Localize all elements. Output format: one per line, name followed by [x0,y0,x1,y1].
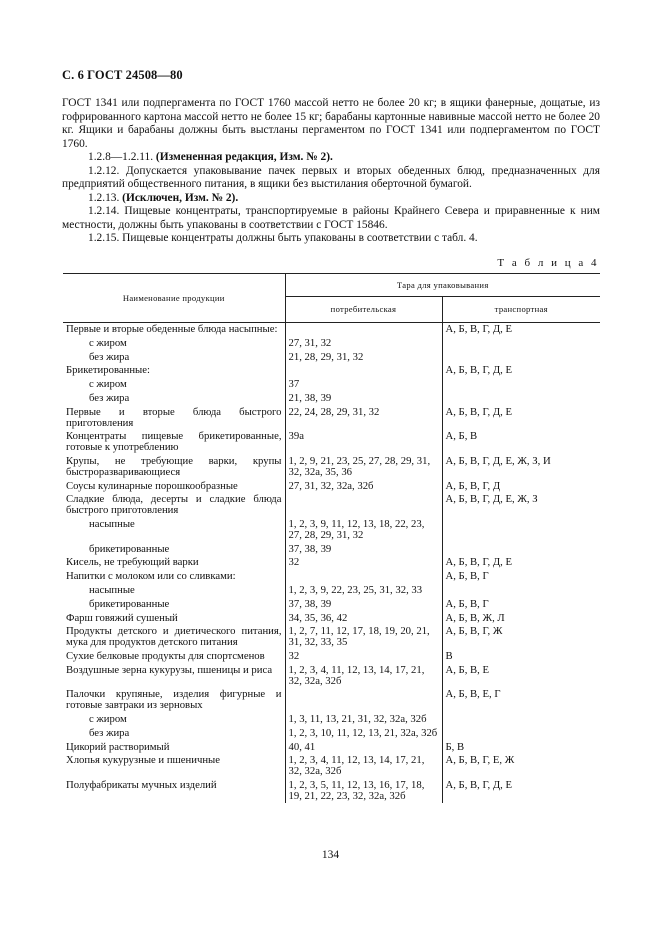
product-name-cell: брикетированные [63,543,285,557]
amendment-note: (Измененная редакция, Изм. № 2). [155,151,333,163]
table-row [63,779,600,804]
table-row [63,337,600,351]
product-name-cell: Продукты детского и диетического питания, мука для продуктов детского питания [63,625,285,650]
transport-pack-cell [442,351,600,365]
paragraph-1-2-12: 1.2.12. Допускается упаковывание пачек первых и вторых обеденных блюд, предназначенных для предприятий общественного питания, в ящики без выстилания оберточной бумагой. [62,164,600,190]
table-row [63,364,600,378]
transport-pack-cell [442,713,600,727]
consumer-pack-cell [285,364,442,378]
consumer-pack-cell: 27, 31, 32, 32а, 32б [285,480,442,494]
table-row [63,625,600,650]
consumer-pack-cell: 1, 2, 9, 21, 23, 25, 27, 28, 29, 31, 32, 32а, 35, 36 [285,455,442,480]
table-row [63,727,600,741]
transport-pack-cell: А, Б, В, Е [445,663,490,676]
consumer-pack-cell: 39а [285,430,442,455]
consumer-pack-cell: 40, 41 [285,741,442,755]
table-row [63,480,600,494]
product-name-cell: Сухие белковые продукты для спортсменов [63,650,285,664]
table-row [63,612,600,626]
table-row [63,378,600,392]
product-name-cell: с жиром [63,337,285,351]
transport-pack-cell: А, Б, В [445,430,478,443]
product-name-cell: Полуфабрикаты мучных изделий [63,779,285,804]
product-name-cell: Кисель, не требующий варки [63,556,285,570]
paragraph-1-2-13: 1.2.13. (Исключен, Изм. № 2). [88,191,239,204]
transport-pack-cell [442,727,600,741]
header-transport: транспортная [442,297,600,323]
product-name-cell: насыпные [63,584,285,598]
table-row [63,713,600,727]
consumer-pack-cell: 21, 38, 39 [285,392,442,406]
product-name-cell: Цикорий растворимый [63,741,285,755]
consumer-pack-cell: 1, 2, 3, 9, 22, 23, 25, 31, 32, 33 [285,584,442,598]
body-text [62,97,600,246]
table-row [63,406,600,431]
product-name-cell: Сладкие блюда, десерты и сладкие блюда быстрого приготовления [63,493,285,518]
transport-pack-cell [442,378,600,392]
consumer-pack-cell: 32 [285,650,442,664]
transport-pack-cell: Б, В [445,740,465,753]
consumer-pack-cell: 37 [285,378,442,392]
page-header: С. 6 ГОСТ 24508—80 [62,68,183,82]
transport-pack-cell: А, Б, В, Г [445,597,489,610]
product-name-cell: брикетированные [63,598,285,612]
consumer-pack-cell: 34, 35, 36, 42 [285,612,442,626]
table-row [63,584,600,598]
paragraph-1-2-14: 1.2.14. Пищевые концентраты, транспортируемые в районы Крайнего Севера и приравненные к ним местности, должны быть упакованы в соответствии с ГОСТ 15846. [62,205,600,231]
table-row [63,598,600,612]
excluded-note: (Исключен, Изм. № 2). [122,191,239,204]
transport-pack-cell: А, Б, В, Г, Ж [445,625,503,638]
table-label: Т а б л и ц а 4 [497,257,599,269]
table-row [63,455,600,480]
paragraph-continuation: ГОСТ 1341 или подпергамента по ГОСТ 1760 массой нетто не более 20 кг; в ящики фанерные, дощатые, из гофрированного картона массой нетто не более 15 кг; барабаны картонные навивные массой нетто не более 20 кг. Ящики и барабаны должны быть выстланы пергаментом по ГОСТ 1341 или подпергаментом по ГОСТ 1760. [62,97,600,150]
product-name-cell: Крупы, не требующие варки, крупы быстроразваривающиеся [63,455,285,480]
consumer-pack-cell: 1, 2, 3, 9, 11, 12, 13, 18, 22, 23, 27, 28, 29, 31, 32 [285,518,442,543]
consumer-pack-cell: 21, 28, 29, 31, 32 [285,351,442,365]
consumer-pack-cell: 1, 2, 3, 10, 11, 12, 13, 21, 32а, 32б [285,727,442,741]
consumer-pack-cell: 1, 2, 7, 11, 12, 17, 18, 19, 20, 21, 31, 32, 33, 35 [285,625,442,650]
table-row [63,570,600,584]
table-body [63,323,600,804]
product-name-cell: Фарш говяжий сушеный [63,612,285,626]
header-product-name: Наименование продукции [63,274,285,323]
consumer-pack-cell: 37, 38, 39 [285,598,442,612]
product-name-cell: насыпные [63,518,285,543]
consumer-pack-cell: 1, 3, 11, 13, 21, 31, 32, 32а, 32б [285,713,442,727]
transport-pack-cell: В [445,649,453,662]
transport-pack-cell: А, Б, В, Ж, Л [445,611,505,624]
product-name-cell: Хлопья кукурузные и пшеничные [63,754,285,779]
product-name-cell: Воздушные зерна кукурузы, пшеницы и риса [63,664,285,689]
transport-pack-cell: А, Б, В, Г, Д, Е, Ж, З [445,493,538,506]
consumer-pack-cell [285,493,442,518]
table-row [63,430,600,455]
consumer-pack-cell [285,570,442,584]
transport-pack-cell [442,518,600,543]
table-row [63,493,600,518]
table-row [63,754,600,779]
transport-pack-cell: А, Б, В, Г, Е, Ж [445,754,515,767]
transport-pack-cell: А, Б, В, Г [445,570,489,583]
consumer-pack-cell: 37, 38, 39 [285,543,442,557]
transport-pack-cell: А, Б, В, Е, Г [445,688,501,701]
consumer-pack-cell: 1, 2, 3, 4, 11, 12, 13, 14, 17, 21, 32, 32а, 32б [285,664,442,689]
transport-pack-cell: А, Б, В, Г, Д, Е [445,405,512,418]
product-name-cell: Концентраты пищевые брикетированные, готовые к употреблению [63,430,285,455]
product-name-cell: Первые и вторые блюда быстрого приготовления [63,406,285,431]
transport-pack-cell: А, Б, В, Г, Д, Е [445,778,512,791]
table-row [63,664,600,689]
consumer-pack-cell [285,323,442,337]
page-number: 134 [321,849,340,861]
consumer-pack-cell: 1, 2, 3, 4, 11, 12, 13, 14, 17, 21, 32, 32а, 32б [285,754,442,779]
table-row [63,392,600,406]
table-row [63,688,600,713]
consumer-pack-cell: 32 [285,556,442,570]
product-name-cell: Брикетированные: [63,364,285,378]
transport-pack-cell [442,337,600,351]
product-name-cell: Палочки крупяные, изделия фигурные и готовые завтраки из зерновых [63,688,285,713]
transport-pack-cell [442,543,600,557]
header-consumer: потребительская [285,297,442,323]
consumer-pack-cell [285,688,442,713]
table-row [63,518,600,543]
product-name-cell: Первые и вторые обеденные блюда насыпные: [63,323,285,337]
product-name-cell: с жиром [63,378,285,392]
transport-pack-cell: А, Б, В, Г, Д, Е [445,323,512,335]
table-4 [63,273,600,803]
transport-pack-cell: А, Б, В, Г, Д, Е, Ж, З, И [445,454,551,467]
consumer-pack-cell: 1, 2, 3, 5, 11, 12, 13, 16, 17, 18, 19, 21, 22, 23, 32, 32а, 32б [285,779,442,804]
table-row [63,556,600,570]
table-row [63,650,600,664]
product-name-cell: без жира [63,392,285,406]
table-row [63,351,600,365]
table-row [63,323,600,337]
header-packaging: Тара для упаковывания [285,274,600,297]
transport-pack-cell: А, Б, В, Г, Д, Е [445,364,512,377]
transport-pack-cell [442,392,600,406]
consumer-pack-cell: 22, 24, 28, 29, 31, 32 [285,406,442,431]
product-name-cell: Напитки с молоком или со сливками: [63,570,285,584]
paragraph-1-2-8: 1.2.8—1.2.11. (Измененная редакция, Изм. № 2). [88,151,333,163]
transport-pack-cell [442,584,600,598]
table-row [63,741,600,755]
transport-pack-cell: А, Б, В, Г, Д, Е [445,556,512,569]
product-name-cell: с жиром [63,713,285,727]
transport-pack-cell: А, Б, В, Г, Д [445,479,501,492]
consumer-pack-cell: 27, 31, 32 [285,337,442,351]
product-name-cell: без жира [63,727,285,741]
table-row [63,543,600,557]
paragraph-1-2-15: 1.2.15. Пищевые концентраты должны быть упакованы в соответствии с табл. 4. [88,232,478,244]
product-name-cell: Соусы кулинарные порошкообразные [63,480,285,494]
product-name-cell: без жира [63,351,285,365]
